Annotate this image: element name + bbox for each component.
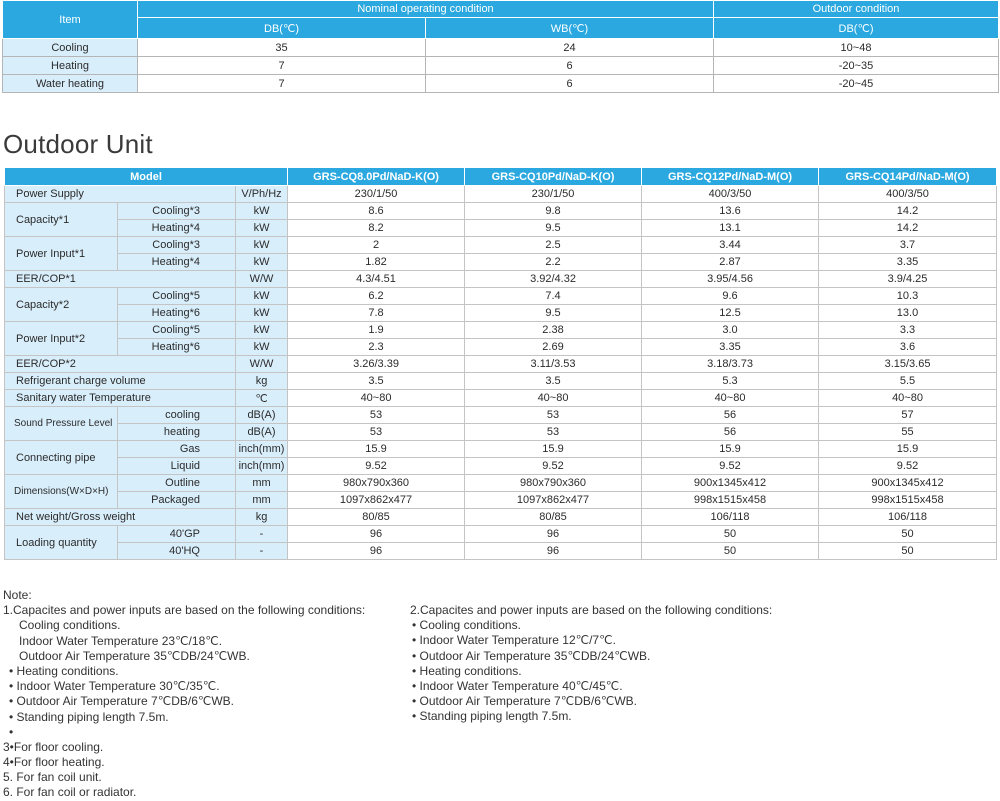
group-label: Loading quantity bbox=[5, 526, 118, 560]
row-label: EER/COP*1 bbox=[5, 271, 236, 288]
note-line: 3•For floor cooling. bbox=[3, 739, 104, 754]
condition-db: 7 bbox=[138, 75, 426, 93]
row-unit: kW bbox=[236, 203, 288, 220]
cell-value: 13.6 bbox=[642, 203, 819, 220]
cell-value: 4.3/4.51 bbox=[288, 271, 465, 288]
row-unit: kW bbox=[236, 220, 288, 237]
cell-value: 3.26/3.39 bbox=[288, 356, 465, 373]
cell-value: 2.69 bbox=[465, 339, 642, 356]
notes-column-1 bbox=[3, 588, 365, 801]
note-line: • Outdoor Air Temperature 7℃DB/6℃WB. bbox=[9, 694, 235, 709]
cell-value: 1.82 bbox=[288, 254, 465, 271]
table-row bbox=[5, 441, 997, 458]
cell-value: 980x790x360 bbox=[288, 475, 465, 492]
sub-label: Heating*6 bbox=[118, 339, 236, 356]
note-line: 6. For fan coil or radiator. bbox=[3, 785, 137, 800]
cell-value: 980x790x360 bbox=[465, 475, 642, 492]
note-line: Outdoor Air Temperature 35℃DB/24℃WB. bbox=[19, 648, 250, 663]
cell-value: 14.2 bbox=[819, 203, 997, 220]
cell-value: 230/1/50 bbox=[288, 186, 465, 203]
cell-value: 3.15/3.65 bbox=[819, 356, 997, 373]
row-unit: kg bbox=[236, 373, 288, 390]
table-row bbox=[5, 475, 997, 492]
cell-value: 3.9/4.25 bbox=[819, 271, 997, 288]
outdoor-db-header: DB(℃) bbox=[714, 18, 999, 39]
note-line: • Standing piping length 7.5m. bbox=[9, 709, 169, 724]
cell-value: 3.5 bbox=[465, 373, 642, 390]
wb-header: WB(℃) bbox=[426, 18, 714, 39]
cell-value: 3.92/4.32 bbox=[465, 271, 642, 288]
row-unit: mm bbox=[236, 475, 288, 492]
row-unit: kW bbox=[236, 254, 288, 271]
cell-value: 3.11/3.53 bbox=[465, 356, 642, 373]
cell-value: 900x1345x412 bbox=[642, 475, 819, 492]
outdoor-unit-spec-table bbox=[4, 167, 997, 560]
group-label: Connecting pipe bbox=[5, 441, 118, 475]
cell-value: 13.1 bbox=[642, 220, 819, 237]
cell-value: 9.52 bbox=[465, 458, 642, 475]
cell-value: 56 bbox=[642, 407, 819, 424]
cell-value: 40~80 bbox=[465, 390, 642, 407]
group-label: Sound Pressure Level bbox=[5, 407, 118, 441]
table-row bbox=[5, 305, 997, 322]
row-unit: mm bbox=[236, 492, 288, 509]
condition-item: Water heating bbox=[3, 75, 138, 93]
cell-value: 1.9 bbox=[288, 322, 465, 339]
cell-value: 53 bbox=[465, 407, 642, 424]
cell-value: 53 bbox=[288, 407, 465, 424]
cell-value: 2.5 bbox=[465, 237, 642, 254]
sub-label: Outline bbox=[118, 475, 236, 492]
cell-value: 55 bbox=[819, 424, 997, 441]
table-row bbox=[5, 356, 997, 373]
row-unit: kW bbox=[236, 339, 288, 356]
cell-value: 9.52 bbox=[819, 458, 997, 475]
sub-label: Heating*4 bbox=[118, 220, 236, 237]
note-line: • Outdoor Air Temperature 35℃DB/24℃WB. bbox=[412, 648, 651, 663]
sub-label: Cooling*3 bbox=[118, 237, 236, 254]
cell-value: 1097x862x477 bbox=[288, 492, 465, 509]
model-header-row bbox=[5, 168, 997, 186]
condition-item: Cooling bbox=[3, 39, 138, 57]
row-unit: kW bbox=[236, 237, 288, 254]
note-line: 4•For floor heating. bbox=[3, 755, 105, 770]
cell-value: 57 bbox=[819, 407, 997, 424]
group-label: Power Input*1 bbox=[5, 237, 118, 271]
note-line: • Cooling conditions. bbox=[412, 618, 521, 633]
cell-value: 2.87 bbox=[642, 254, 819, 271]
cell-value: 15.9 bbox=[819, 441, 997, 458]
sub-label: Cooling*5 bbox=[118, 322, 236, 339]
cell-value: 53 bbox=[465, 424, 642, 441]
section-heading: Outdoor Unit bbox=[3, 129, 153, 159]
row-unit: W/W bbox=[236, 356, 288, 373]
table-row bbox=[5, 509, 997, 526]
condition-db: 7 bbox=[138, 57, 426, 75]
table-row bbox=[5, 237, 997, 254]
condition-outdoor: -20~45 bbox=[714, 75, 999, 93]
cell-value: 900x1345x412 bbox=[819, 475, 997, 492]
sub-label: cooling bbox=[118, 407, 236, 424]
outdoor-condition-header: Outdoor condition bbox=[714, 1, 999, 18]
row-unit: kW bbox=[236, 288, 288, 305]
row-unit: kW bbox=[236, 305, 288, 322]
condition-row bbox=[3, 39, 999, 57]
group-label: Capacity*1 bbox=[5, 203, 118, 237]
condition-wb: 6 bbox=[426, 57, 714, 75]
condition-wb: 6 bbox=[426, 75, 714, 93]
sub-label: Heating*6 bbox=[118, 305, 236, 322]
note-line: • Indoor Water Temperature 40℃/45℃. bbox=[412, 678, 623, 693]
row-unit: kg bbox=[236, 509, 288, 526]
cell-value: 40~80 bbox=[819, 390, 997, 407]
table-row bbox=[5, 186, 997, 203]
cell-value: 3.35 bbox=[642, 339, 819, 356]
cell-value: 5.5 bbox=[819, 373, 997, 390]
cell-value: 400/3/50 bbox=[642, 186, 819, 203]
sub-label: Cooling*3 bbox=[118, 203, 236, 220]
condition-outdoor: 10~48 bbox=[714, 39, 999, 57]
notes-column-2 bbox=[410, 603, 772, 725]
cell-value: 7.4 bbox=[465, 288, 642, 305]
table-row bbox=[5, 271, 997, 288]
cell-value: 3.18/3.73 bbox=[642, 356, 819, 373]
cell-value: 1097x862x477 bbox=[465, 492, 642, 509]
group-label: Capacity*2 bbox=[5, 288, 118, 322]
sub-label: Cooling*5 bbox=[118, 288, 236, 305]
row-label: Net weight/Gross weight bbox=[5, 509, 236, 526]
cell-value: 3.35 bbox=[819, 254, 997, 271]
note-line: Indoor Water Temperature 23℃/18℃. bbox=[19, 633, 223, 648]
group-label: Power Input*2 bbox=[5, 322, 118, 356]
cell-value: 2.2 bbox=[465, 254, 642, 271]
cell-value: 50 bbox=[819, 526, 997, 543]
cell-value: 6.2 bbox=[288, 288, 465, 305]
cell-value: 12.5 bbox=[642, 305, 819, 322]
cell-value: 15.9 bbox=[465, 441, 642, 458]
cell-value: 56 bbox=[642, 424, 819, 441]
item-header: Item bbox=[3, 1, 138, 39]
cell-value: 2.38 bbox=[465, 322, 642, 339]
cell-value: 14.2 bbox=[819, 220, 997, 237]
row-unit: ℃ bbox=[236, 390, 288, 407]
cell-value: 9.6 bbox=[642, 288, 819, 305]
row-label: Sanitary water Temperature bbox=[5, 390, 236, 407]
table-row bbox=[5, 254, 997, 271]
cell-value: 10.3 bbox=[819, 288, 997, 305]
table-row bbox=[5, 203, 997, 220]
cell-value: 9.52 bbox=[288, 458, 465, 475]
cell-value: 998x1515x458 bbox=[819, 492, 997, 509]
cell-value: 3.95/4.56 bbox=[642, 271, 819, 288]
condition-db: 35 bbox=[138, 39, 426, 57]
operating-conditions-table bbox=[2, 0, 999, 93]
note-line: • bbox=[9, 724, 14, 739]
group-label: Dimensions(W×D×H) bbox=[5, 475, 118, 509]
cell-value: 9.52 bbox=[642, 458, 819, 475]
model-name: GRS-CQ8.0Pd/NaD-K(O) bbox=[288, 168, 465, 186]
condition-wb: 24 bbox=[426, 39, 714, 57]
row-unit: W/W bbox=[236, 271, 288, 288]
row-label: Power Supply bbox=[5, 186, 236, 203]
table-row bbox=[5, 492, 997, 509]
table-row bbox=[5, 390, 997, 407]
cell-value: 15.9 bbox=[288, 441, 465, 458]
note-line: 2.Capacites and power inputs are based on the following conditions: bbox=[410, 603, 773, 617]
cell-value: 40~80 bbox=[288, 390, 465, 407]
row-unit: - bbox=[236, 526, 288, 543]
note-line: • Heating conditions. bbox=[9, 663, 119, 678]
row-unit: V/Ph/Hz bbox=[236, 186, 288, 203]
model-name: GRS-CQ12Pd/NaD-M(O) bbox=[642, 168, 819, 186]
note-line: • Indoor Water Temperature 30℃/35℃. bbox=[9, 679, 220, 694]
cell-value: 80/85 bbox=[465, 509, 642, 526]
cell-value: 15.9 bbox=[642, 441, 819, 458]
cell-value: 53 bbox=[288, 424, 465, 441]
row-label: Refrigerant charge volume bbox=[5, 373, 236, 390]
cell-value: 9.5 bbox=[465, 220, 642, 237]
table-row bbox=[5, 220, 997, 237]
cell-value: 40~80 bbox=[642, 390, 819, 407]
cell-value: 5.3 bbox=[642, 373, 819, 390]
cell-value: 998x1515x458 bbox=[642, 492, 819, 509]
cell-value: 96 bbox=[465, 543, 642, 560]
cell-value: 96 bbox=[288, 543, 465, 560]
cell-value: 50 bbox=[642, 543, 819, 560]
cell-value: 13.0 bbox=[819, 305, 997, 322]
cell-value: 3.44 bbox=[642, 237, 819, 254]
note-line: • Outdoor Air Temperature 7℃DB/6℃WB. bbox=[412, 694, 638, 709]
db-header: DB(℃) bbox=[138, 18, 426, 39]
sub-label: Packaged bbox=[118, 492, 236, 509]
condition-row bbox=[3, 57, 999, 75]
row-unit: - bbox=[236, 543, 288, 560]
cell-value: 3.0 bbox=[642, 322, 819, 339]
cell-value: 3.6 bbox=[819, 339, 997, 356]
condition-row bbox=[3, 75, 999, 93]
table-row bbox=[5, 322, 997, 339]
sub-label: heating bbox=[118, 424, 236, 441]
note-line: 1.Capacites and power inputs are based on the following conditions: bbox=[3, 603, 366, 618]
table-row bbox=[5, 373, 997, 390]
row-unit: inch(mm) bbox=[236, 458, 288, 475]
table-row bbox=[5, 339, 997, 356]
cell-value: 3.5 bbox=[288, 373, 465, 390]
table-row bbox=[5, 407, 997, 424]
cell-value: 3.7 bbox=[819, 237, 997, 254]
cell-value: 80/85 bbox=[288, 509, 465, 526]
note-line: Cooling conditions. bbox=[19, 618, 121, 633]
table-row bbox=[5, 526, 997, 543]
cell-value: 106/118 bbox=[642, 509, 819, 526]
cell-value: 50 bbox=[642, 526, 819, 543]
cell-value: 9.5 bbox=[465, 305, 642, 322]
model-header: Model bbox=[5, 168, 288, 186]
cell-value: 2 bbox=[288, 237, 465, 254]
cell-value: 230/1/50 bbox=[465, 186, 642, 203]
sub-label: 40'HQ bbox=[118, 543, 236, 560]
cell-value: 50 bbox=[819, 543, 997, 560]
nominal-condition-header: Nominal operating condition bbox=[138, 1, 714, 18]
table-row bbox=[5, 543, 997, 560]
cell-value: 7.8 bbox=[288, 305, 465, 322]
cell-value: 8.6 bbox=[288, 203, 465, 220]
sub-label: Gas bbox=[118, 441, 236, 458]
cell-value: 3.3 bbox=[819, 322, 997, 339]
row-label: EER/COP*2 bbox=[5, 356, 236, 373]
sub-label: Liquid bbox=[118, 458, 236, 475]
cell-value: 400/3/50 bbox=[819, 186, 997, 203]
sub-label: Heating*4 bbox=[118, 254, 236, 271]
note-line: • Standing piping length 7.5m. bbox=[412, 709, 572, 724]
condition-item: Heating bbox=[3, 57, 138, 75]
table-row bbox=[5, 288, 997, 305]
row-unit: inch(mm) bbox=[236, 441, 288, 458]
cell-value: 2.3 bbox=[288, 339, 465, 356]
row-unit: kW bbox=[236, 322, 288, 339]
table-row bbox=[5, 424, 997, 441]
notes-title: Note: bbox=[3, 588, 32, 602]
model-name: GRS-CQ14Pd/NaD-M(O) bbox=[819, 168, 997, 186]
condition-outdoor: -20~35 bbox=[714, 57, 999, 75]
sub-label: 40'GP bbox=[118, 526, 236, 543]
table-row bbox=[5, 458, 997, 475]
cell-value: 8.2 bbox=[288, 220, 465, 237]
note-line: • Heating conditions. bbox=[412, 663, 522, 678]
cell-value: 96 bbox=[465, 526, 642, 543]
row-unit: dB(A) bbox=[236, 407, 288, 424]
cell-value: 96 bbox=[288, 526, 465, 543]
cell-value: 106/118 bbox=[819, 509, 997, 526]
model-name: GRS-CQ10Pd/NaD-K(O) bbox=[465, 168, 642, 186]
row-unit: dB(A) bbox=[236, 424, 288, 441]
cell-value: 9.8 bbox=[465, 203, 642, 220]
note-line: 5. For fan coil unit. bbox=[3, 770, 102, 785]
note-line: • Indoor Water Temperature 12℃/7℃. bbox=[412, 633, 616, 648]
